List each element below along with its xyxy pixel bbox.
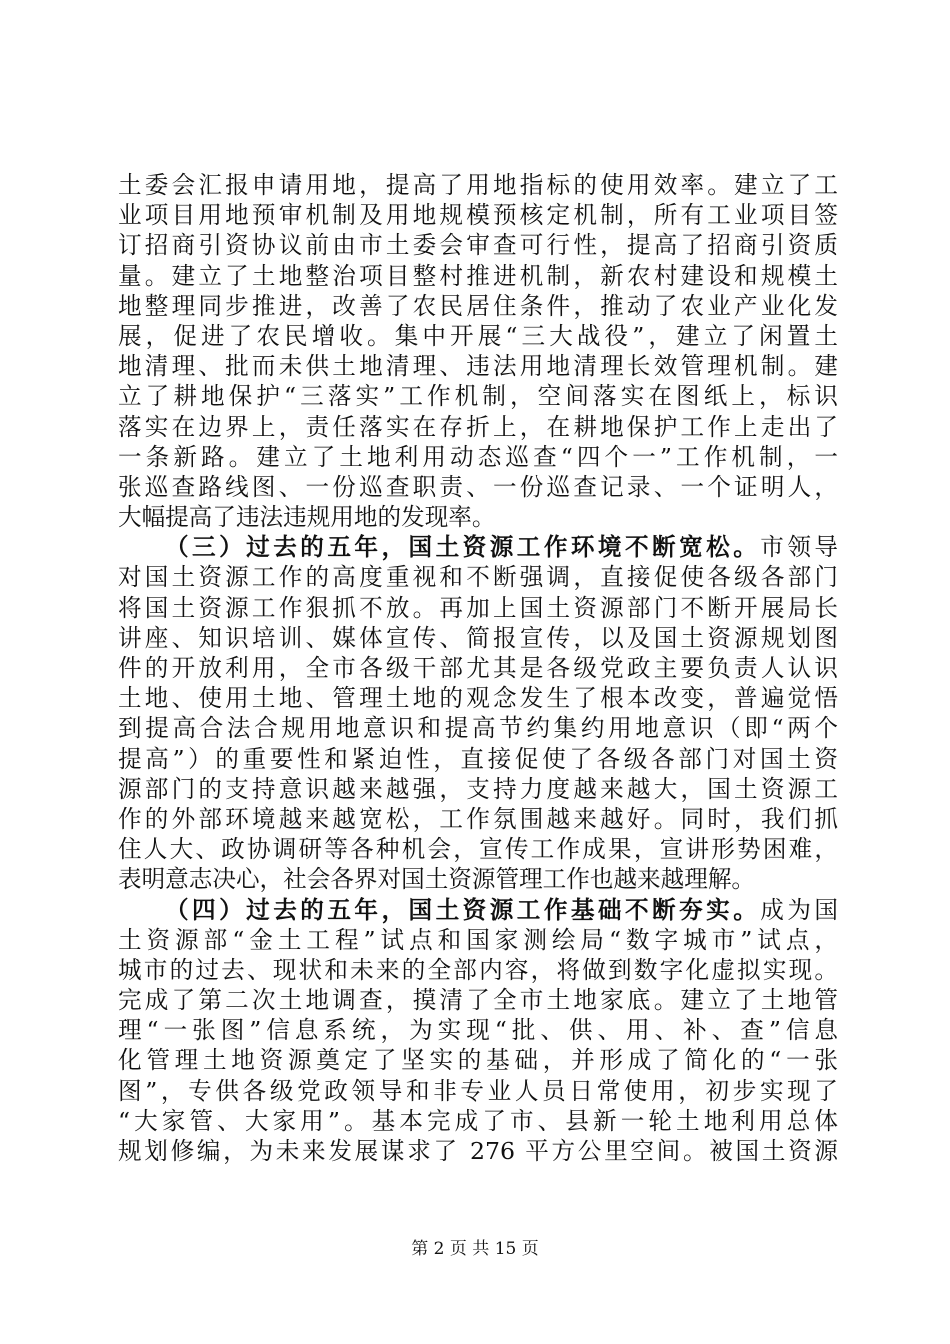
text-line: “大家管、大家用”。基本完成了市、县新一轮土地利用总体 (118, 1106, 838, 1135)
text-line: 件的开放利用，全市各级干部尤其是各级党政主要负责人认识 (118, 654, 838, 682)
text-line: 张巡查路线图、一份巡查职责、一份巡查记录、一个证明人， (118, 472, 838, 501)
text-line: 量。建立了土地整治项目整村推进机制，新农村建设和规模土 (118, 261, 838, 290)
text-line: 源部门的支持意识越来越强，支持力度越来越大，国土资源工 (118, 774, 838, 803)
section-heading: （三）过去的五年，国土资源工作环境不断宽松。 (165, 533, 761, 562)
page-number-footer: 第 2 页 共 15 页 (411, 1239, 539, 1259)
text-line: 展，促进了农民增收。集中开展“三大战役”，建立了闲置土 (118, 321, 838, 350)
text-line: 讲座、知识培训、媒体宣传、简报宣传，以及国土资源规划图 (118, 623, 838, 652)
text-line: 提高”）的重要性和紧迫性，直接促使了各级各部门对国土资 (118, 744, 838, 773)
text-line: 大幅提高了违法违规用地的发现率。 (118, 503, 496, 532)
text-line: 订招商引资协议前由市土委会审查可行性，提高了招商引资质 (118, 231, 838, 260)
text-line: 土委会汇报申请用地，提高了用地指标的使用效率。建立了工 (118, 171, 838, 199)
text-line: 住人大、政协调研等各种机会，宣传工作成果，宣讲形势困难， (118, 835, 838, 864)
text-line: 完成了第二次土地调查，摸清了全市土地家底。建立了土地管 (118, 986, 838, 1015)
section-heading-line (118, 895, 838, 925)
text-line: 地清理、批而未供土地清理、违法用地清理长效管理机制。建 (118, 352, 838, 381)
text-line: 规划修编，为未来发展谋求了 276 平方公里空间。被国土资源 (118, 1137, 838, 1165)
text-line: 作的外部环境越来越宽松，工作氛围越来越好。同时，我们抓 (118, 804, 838, 833)
text-line: 图”，专供各级党政领导和非专业人员日常使用，初步实现了 (118, 1076, 838, 1105)
heading-continuation: 市领导 (760, 533, 839, 562)
text-line: 化管理土地资源奠定了坚实的基础，并形成了简化的“一张 (118, 1046, 838, 1075)
text-line: 对国土资源工作的高度重视和不断强调，直接促使各级各部门 (118, 563, 838, 592)
text-line: 城市的过去、现状和未来的全部内容，将做到数字化虚拟实现。 (118, 955, 838, 984)
text-line: 表明意志决心，社会各界对国土资源管理工作也越来越理解。 (118, 865, 756, 894)
text-line: 土地、使用土地、管理土地的观念发生了根本改变，普遍觉悟 (118, 684, 838, 713)
heading-continuation: 成为国 (760, 895, 839, 924)
text-line: 将国土资源工作狠抓不放。再加上国土资源部门不断开展局长 (118, 593, 838, 622)
text-line: 一条新路。建立了土地利用动态巡查“四个一”工作机制，一 (118, 442, 838, 471)
section-heading: （四）过去的五年，国土资源工作基础不断夯实。 (165, 895, 761, 924)
text-line: 落实在边界上，责任落实在存折上，在耕地保护工作上走出了 (118, 412, 838, 441)
section-heading-line (118, 532, 838, 562)
body-text (118, 170, 838, 1166)
text-line: 到提高合法合规用地意识和提高节约集约用地意识（即“两个 (118, 714, 838, 743)
text-line: 理“一张图”信息系统，为实现“批、供、用、补、查”信息 (118, 1016, 838, 1045)
text-line: 土资源部“金土工程”试点和国家测绘局“数字城市”试点， (118, 925, 838, 954)
text-line: 立了耕地保护“三落实”工作机制，空间落实在图纸上，标识 (118, 382, 838, 411)
text-line: 业项目用地预审机制及用地规模预核定机制，所有工业项目签 (118, 201, 838, 230)
text-line: 地整理同步推进，改善了农民居住条件，推动了农业产业化发 (118, 291, 838, 320)
